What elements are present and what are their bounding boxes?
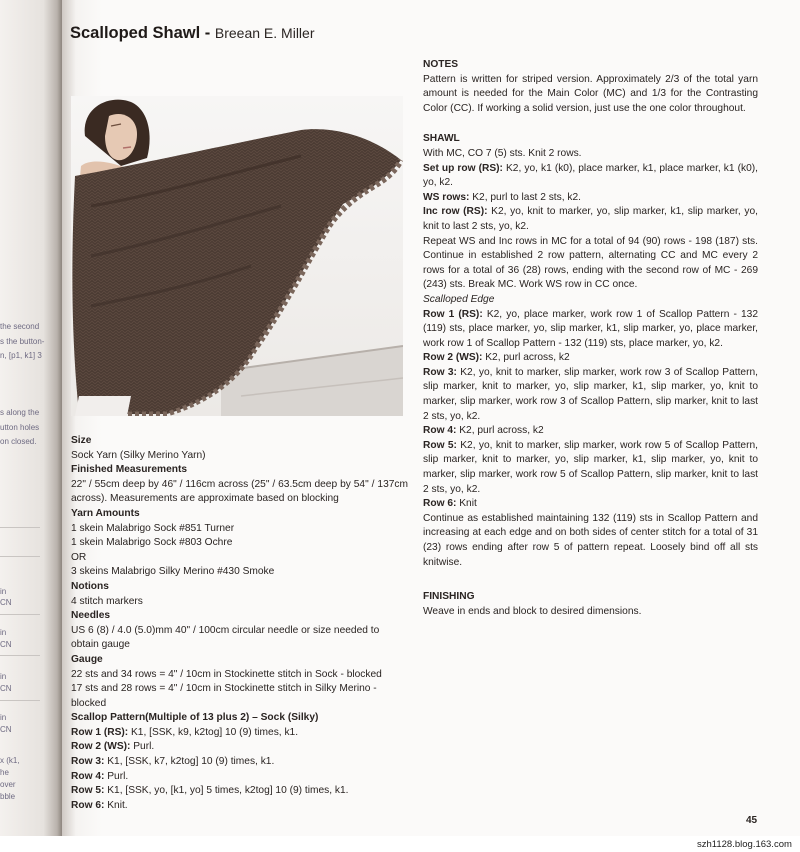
shawl-line: With MC, CO 7 (5) sts. Knit 2 rows. xyxy=(423,147,582,159)
shawl-line: Row 1 (RS): K2, yo, place marker, work row 1 of Scallop Pattern - 132 (119) sts, place marker, yo, slip marker, k1, slip marker, yo, place marker, work row 1 of Scallop Pattern - 132 (119) sts, place marker, yo, k2. xyxy=(423,308,758,349)
yarn-line: 1 skein Malabrigo Sock #851 Turner xyxy=(71,522,235,534)
margin-fragment: bble xyxy=(0,792,16,801)
margin-fragment: n, [p1, k1] 3 xyxy=(0,351,42,360)
margin-fragment: in xyxy=(0,628,7,637)
margin-rule xyxy=(0,527,40,528)
pattern-row: Row 1 (RS): K1, [SSK, k9, k2tog] 10 (9) times, k1. xyxy=(71,726,299,738)
page-number: 45 xyxy=(746,815,758,826)
yarn-line: 1 skein Malabrigo Sock #803 Ochre xyxy=(71,537,233,549)
margin-rule xyxy=(0,700,40,701)
shawl-line: Row 5: K2, yo, knit to marker, slip marker, work row 5 of Scallop Pattern, slip marker, knit to marker, yo, slip marker, k1, slip marker, yo, knit to marker, slip marker, work row 5 of Scallop Pattern, slip marker, knit to last 2 sts, yo, k2. xyxy=(423,439,758,495)
gauge-line: 17 sts and 28 rows = 4" / 10cm in Stockinette stitch in Silky Merino - blocked xyxy=(71,683,377,709)
right-column xyxy=(423,58,758,619)
left-column xyxy=(71,434,408,813)
scalloped-edge-subheading: Scalloped Edge xyxy=(423,293,495,305)
margin-fragment: on closed. xyxy=(0,437,37,446)
shawl-line: Row 4: K2, purl across, k2 xyxy=(423,425,544,437)
scan-bottom-edge xyxy=(0,836,800,852)
gauge-heading: Gauge xyxy=(71,653,103,665)
margin-fragment: CN xyxy=(0,640,12,649)
margin-rule xyxy=(0,614,40,615)
shawl-photo xyxy=(71,96,403,416)
needles-heading: Needles xyxy=(71,610,111,622)
size-heading: Size xyxy=(71,435,92,446)
margin-fragment: CN xyxy=(0,725,12,734)
gauge-line: 22 sts and 34 rows = 4" / 10cm in Stockinette stitch in Sock - blocked xyxy=(71,668,382,680)
notes-heading: NOTES xyxy=(423,59,459,70)
margin-fragment: CN xyxy=(0,598,12,607)
margin-fragment: in xyxy=(0,587,7,596)
finished-measurements-heading: Finished Measurements xyxy=(71,464,188,476)
margin-fragment: utton holes xyxy=(0,423,40,432)
shawl-line: Row 2 (WS): K2, purl across, k2 xyxy=(423,352,570,364)
margin-fragment: s the button- xyxy=(0,337,45,346)
shawl-heading: SHAWL xyxy=(423,133,460,145)
margin-fragment: he xyxy=(0,768,9,777)
margin-rule xyxy=(0,655,40,656)
finishing-heading: FINISHING xyxy=(423,591,475,603)
margin-fragment: s along the xyxy=(0,408,40,417)
notions-text: 4 stitch markers xyxy=(71,595,143,607)
margin-fragment: CN xyxy=(0,684,12,693)
shawl-line: Inc row (RS): K2, yo, knit to marker, yo, slip marker, k1, slip marker, yo, knit to last 2 sts, yo, k2. xyxy=(423,206,758,232)
shawl-line: Continue as established maintaining 132 (119) sts in Scallop Pattern and increasing at each edge and on both sides of center stitch for a total of 31 (23) rows ending after row 5 of pattern repeat. Loosely bind off all sts knitwise. xyxy=(423,512,758,568)
margin-fragment: x (k1, xyxy=(0,756,20,765)
finished-measurements-text: 22" / 55cm deep by 46" / 116cm across (25" / 63.5cm deep by 54" / 137cm across). Measurements are approximate based on blocking xyxy=(71,478,408,505)
designer-name: Breean E. Miller xyxy=(214,25,315,41)
shawl-line: WS rows: K2, purl to last 2 sts, k2. xyxy=(423,191,581,203)
margin-fragment: in xyxy=(0,713,7,722)
yarn-line: 3 skeins Malabrigo Silky Merino #430 Smoke xyxy=(71,566,275,578)
pattern-row: Row 4: Purl. xyxy=(71,770,129,782)
shawl-line: Row 6: Knit xyxy=(423,498,477,510)
notions-heading: Notions xyxy=(71,580,109,592)
shawl-line: Row 3: K2, yo, knit to marker, slip marker, work row 3 of Scallop Pattern, slip marker, knit to marker, yo, slip marker, k1, slip marker, yo, knit to marker, slip marker, work row 3 of Scallop Pattern, slip marker, knit to last 2 sts, yo, k2. xyxy=(423,366,758,422)
finishing-text: Weave in ends and block to desired dimensions. xyxy=(423,605,642,617)
shawl-line: Set up row (RS): K2, yo, k1 (k0), place marker, k1, place marker, k1 (k0), yo, k2. xyxy=(423,162,758,189)
scallop-pattern-heading: Scallop Pattern(Multiple of 13 plus 2) – Sock (Silky) xyxy=(71,712,319,724)
size-text: Sock Yarn (Silky Merino Yarn) xyxy=(71,449,206,461)
pattern-row: Row 2 (WS): Purl. xyxy=(71,741,155,753)
pattern-name: Scalloped Shawl - xyxy=(70,24,211,42)
page-title xyxy=(70,24,314,43)
yarn-line: OR xyxy=(71,551,87,563)
pattern-row: Row 5: K1, [SSK, yo, [k1, yo] 5 times, k2tog] 10 (9) times, k1. xyxy=(71,785,349,797)
watermark-url: szh1128.blog.163.com xyxy=(697,839,792,850)
needles-text: US 6 (8) / 4.0 (5.0)mm 40" / 100cm circular needle or size needed to obtain gauge xyxy=(71,624,380,651)
margin-fragment: over xyxy=(0,780,16,789)
margin-fragment: in xyxy=(0,672,7,681)
notes-text: Pattern is written for striped version. Approximately 2/3 of the total yarn amount is needed for the Main Color (MC) and 1/3 for the Contrasting Color (CC). If working a solid version, just use the one color throughout. xyxy=(423,73,758,114)
shawl-line: Repeat WS and Inc rows in MC for a total of 94 (90) rows - 198 (187) sts. Continue in established 2 row pattern, alternating CC and MC every 2 rows for a total of 36 (28) rows, ending with the second row of MC - 269 (243) sts. Break MC. Work WS row in CC once. xyxy=(423,235,758,291)
yarn-amounts-heading: Yarn Amounts xyxy=(71,507,140,519)
pattern-row: Row 3: K1, [SSK, k7, k2tog] 10 (9) times, k1. xyxy=(71,756,275,768)
margin-fragment: the second xyxy=(0,322,40,331)
pattern-row: Row 6: Knit. xyxy=(71,799,128,811)
margin-rule xyxy=(0,556,40,557)
